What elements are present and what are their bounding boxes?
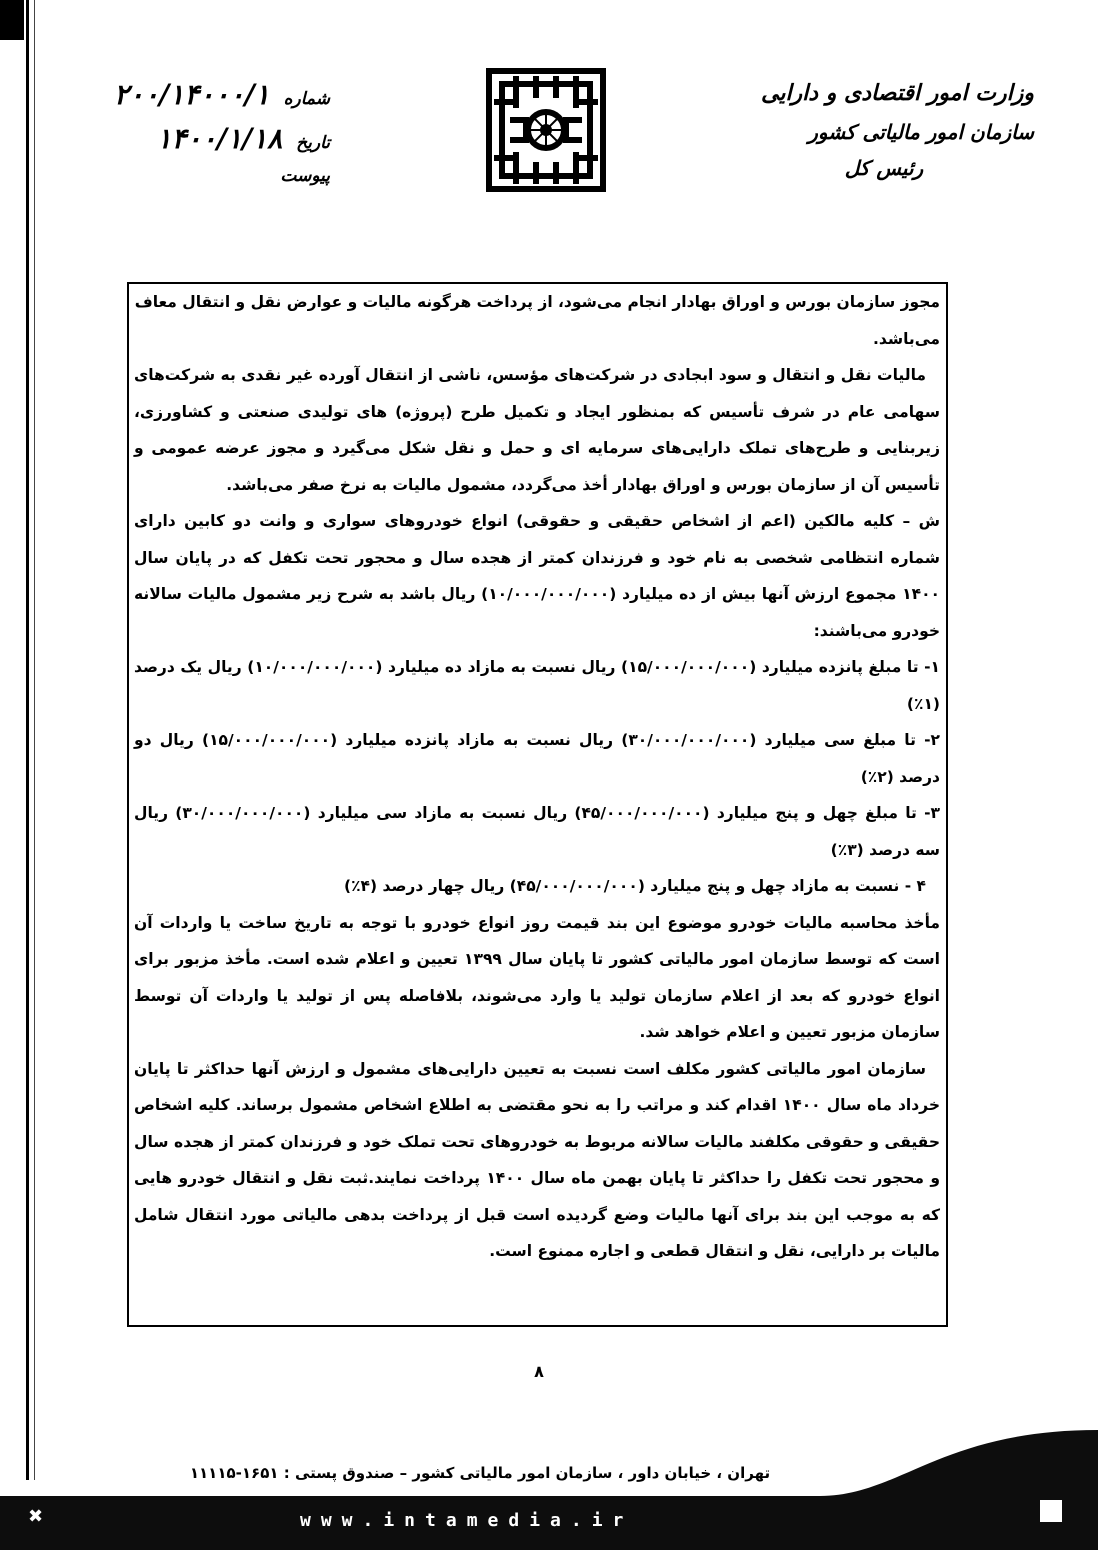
letter-date-label: تاریخ xyxy=(296,133,330,153)
scan-edge-rule xyxy=(26,0,29,1480)
letter-metadata xyxy=(100,78,330,210)
paragraph: مأخذ محاسبه مالیات خودرو موضوع این بند قیمت روز انواع خودرو با توجه به تاریخ ساخت یا واردات آن است که توسط سازمان امور مالیاتی کشور تا پایان سال ۱۳۹۹ تعیین و اعلام شده است. مأخذ مزبور برای انواع خودرو که بعد از اعلام سازمان تولید یا وارد می‌شوند، بلافاصله پس از تولید یا واردات آن توسط سازمان مزبور تعیین و اعلام خواهد شد. xyxy=(134,913,940,1041)
letter-number-label: شماره xyxy=(283,89,330,109)
letter-number-row xyxy=(100,78,330,122)
page-number: ۸ xyxy=(534,1362,544,1381)
paragraph: ش – کلیه مالکین (اعم از اشخاص حقیقی و حقوقی) انواع خودروهای سواری و وانت دو کابین دارای شماره انتظامی شخصی به نام خود و فرزندان کمتر از هجده سال و محجور تحت تکفل که در پایان سال ۱۴۰۰ مجموع ارزش آنها بیش از ده میلیارد (۱۰/۰۰۰/۰۰۰/۰۰۰) ریال باشد به شرح زیر مشمول مالیات سالانه خودرو می‌باشند: xyxy=(134,512,940,640)
list-item: ۳- تا مبلغ چهل و پنج میلیارد (۴۵/۰۰۰/۰۰۰/۰۰۰) ریال نسبت به مازاد سی میلیارد (۳۰/۰۰۰/۰۰۰/۰۰۰) ریال سه درصد (۳٪) xyxy=(134,804,940,859)
paragraph: مالیات نقل و انتقال و سود ابجادی در شرکت‌های مؤسس، ناشی از انتقال آورده غیر نقدی به شرکت‌های سهامی عام در شرف تأسیس که بمنظور ایجاد و تکمیل طرح (پروژه) های تولیدی صنعتی و کشاورزی، زیربنایی و طرح‌های تملک دارایی‌های سرمایه ای و حمل و نقل شکل می‌گیرد و مجوز عرضه عمومی و تأسیس آن از سازمان بورس و اوراق بهادار أخذ می‌گردد، مشمول مالیات به نرخ صفر می‌باشد. xyxy=(134,366,940,494)
list-item: ۴ - نسبت به مازاد چهل و پنج میلیارد (۴۵/۰۰۰/۰۰۰/۰۰۰) ریال چهار درصد (۴٪) xyxy=(344,877,926,895)
law-text xyxy=(134,284,940,1270)
footer-corner-box-icon xyxy=(1040,1500,1062,1522)
organization-name: سازمان امور مالیاتی کشور xyxy=(808,120,1034,144)
tax-organization-logo xyxy=(486,68,606,192)
scan-edge-rule-thin xyxy=(34,0,35,1480)
footer-address: تهران ، خیابان داور ، سازمان امور مالیاتی کشور – صندوق پستی : ۱۶۵۱-۱۱۱۱۵ xyxy=(189,1464,771,1482)
footer-corner-curve xyxy=(820,1430,1098,1496)
paragraph: سازمان امور مالیاتی کشور مکلف است نسبت به تعیین دارایی‌های مشمول و ارزش آنها حداکثر تا پایان خرداد ماه سال ۱۴۰۰ اقدام کند و مراتب را به نحو مقتضی به اطلاع اشخاص مشمول برساند. کلیه اشخاص حقیقی و حقوقی مکلفند مالیات سالانه مربوط به خودروهای تحت تملک خود و فرزندان کمتر از هجده سال و محجور تحت تکفل را حداکثر تا پایان بهمن ماه سال ۱۴۰۰ پرداخت نمایند.ثبت نقل و انتقال خودرو هایی که به موجب این بند برای آنها مالیات وضع گردیده است قبل از پرداخت بدهی مالیاتی مورد انتقال شامل مالیات بر دارایی، نقل و انتقال قطعی و اجاره ممنوع است. xyxy=(134,1059,940,1260)
website-link[interactable]: www.intamedia.ir xyxy=(300,1510,634,1531)
paragraph: مجوز سازمان بورس و اوراق بهادار انجام می‌شود، از پرداخت هرگونه مالیات و عوارض نقل و انتقال معاف می‌باشد. xyxy=(134,293,940,348)
letter-number-value: ۲۰۰/۱۴۰۰۰/۱ xyxy=(113,78,270,111)
footer-mark-icon: ✖ xyxy=(28,1506,44,1527)
position-title: رئیس کل xyxy=(844,156,924,180)
list-item: ۲- تا مبلغ سی میلیارد (۳۰/۰۰۰/۰۰۰/۰۰۰) ریال نسبت به مازاد پانزده میلیارد (۱۵/۰۰۰/۰۰۰/۰۰۰) ریال دو درصد (۲٪) xyxy=(134,731,940,786)
letter-attachment-row xyxy=(100,166,330,210)
letter-date-row xyxy=(100,122,330,166)
letterhead-right xyxy=(734,80,1034,180)
ministry-name: وزارت امور اقتصادی و دارایی xyxy=(760,80,1034,106)
letter-date-value: ۱۴۰۰/۱/۱۸ xyxy=(156,122,283,155)
letter-attachment-label: پیوست xyxy=(280,166,330,186)
list-item: ۱- تا مبلغ پانزده میلیارد (۱۵/۰۰۰/۰۰۰/۰۰۰) ریال نسبت به مازاد ده میلیارد (۱۰/۰۰۰/۰۰۰/۰۰۰) ریال یک درصد (۱٪) xyxy=(134,658,940,713)
scan-edge-bar xyxy=(0,0,24,40)
